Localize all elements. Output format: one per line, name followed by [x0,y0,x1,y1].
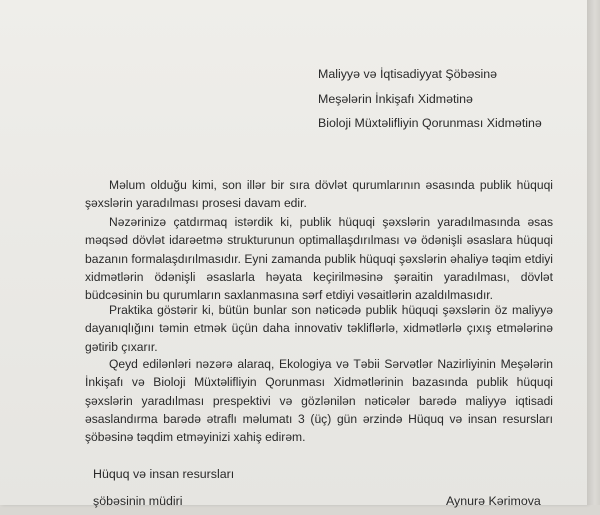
signatory-title-line: şöbəsinin müdiri [93,494,183,508]
body-paragraph [85,301,553,356]
addressee-block [318,62,583,136]
addressee-line: Meşələrin İnkişafı Xidmətinə [318,91,473,106]
paragraph-text: Məlum olduğu kimi, son illər bir sıra dövlət qurumlarının əsasında publik hüquqi şəxslərin yaradılması prosesi davam edir. [85,178,553,211]
signatory-title [93,461,234,515]
paragraph-text: Praktika göstərir ki, bütün bunlar son nəticədə publik hüquqi şəxslərin öz maliyyə dayanıqlığını təmin etmək üçün daha innovativ təkliflərlə, xidmətlərlə çıxış etmələrinə gətirib çıxarır. [85,303,553,354]
body-paragraph [85,355,553,446]
signatory-title-line: Hüquq və insan resursları [93,467,235,481]
paragraph-text: Qeyd edilənləri nəzərə alaraq, Ekologiya və Təbii Sərvətlər Nazirliyinin Meşələrin İnkişafı və Bioloji Müxtəlifliyin Qorunması Xidmətlərinin bazasında publik hüquqi şəxslərin yaradılması prespektivi və gözlənilən nəticələr barədə maliyyə iqtisadi əsaslandırma barədə ətraflı məlumatı 3 (üç) gün ərzində Hüquq və insan resursları şöbəsinə təqdim etməyinizi xahiş edirəm. [85,357,553,445]
signatory-name: Aynurə Kərimova [446,494,541,508]
body-paragraph [85,176,553,213]
addressee-line: Bioloji Müxtəlifliyin Qorunması Xidmətinə [318,116,542,130]
body-paragraph [85,213,553,304]
addressee-line: Maliyyə və İqtisadiyyat Şöbəsinə [318,67,498,81]
paragraph-text: Nəzərinizə çatdırmaq istərdik ki, publik hüquqi şəxslərin yaradılmasında əsas məqsəd dövlət idarəetmə strukturunun optimallaşdırılması və ödənişli əsaslara hüquqi bazanın formalaşdırılmasıdır. Eyni zamanda publik hüquqi şəxslərin əhaliyə təqim etdiyi xidmətlərin ödənişli əsaslarla həyata keçirilməsinə şəraitin yaradılması, dövlət büdcəsinin bu qurumların saxlanmasına sərf etdiyi vəsaitlərin azaldılmasıdır. [85,215,553,303]
paper-edge [587,0,600,505]
